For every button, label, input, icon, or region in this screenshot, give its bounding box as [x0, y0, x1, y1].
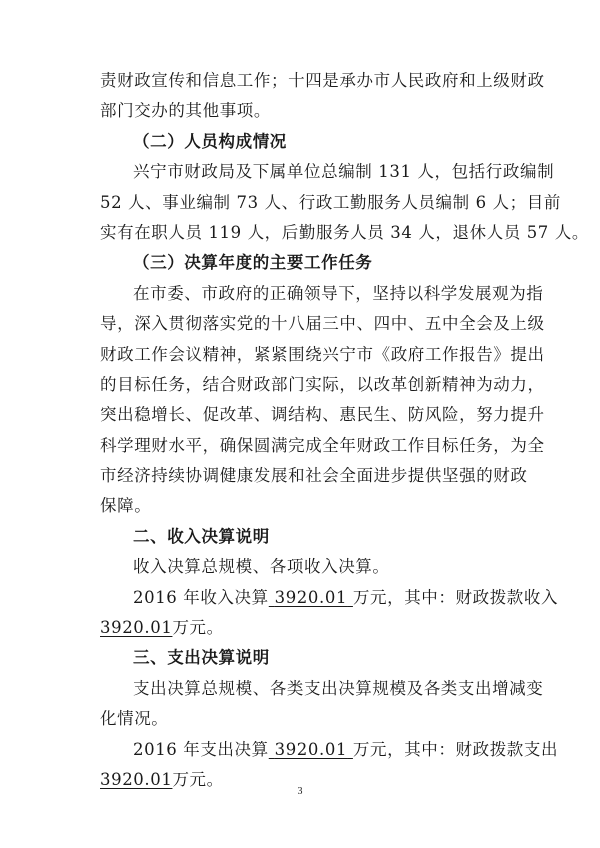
section-heading: （二）人员构成情况: [133, 131, 287, 151]
text-line: 市经济持续协调健康发展和社会全面进步提供坚强的财政: [100, 466, 528, 486]
text-line: 的目标任务，结合财政部门实际，以改革创新精神为动力，: [100, 374, 545, 394]
text-line: 在市委、市政府的正确领导下，坚持以科学发展观为指: [133, 283, 544, 303]
section-heading: 三、支出决算说明: [133, 648, 270, 668]
income-appropriation-value: 3920.01: [100, 618, 173, 638]
expense-total-value: 3920.01: [274, 739, 348, 759]
text-line: 兴宁市财政局及下属单位总编制 131 人，包括行政编制: [133, 162, 555, 182]
page-number: 3: [297, 786, 303, 797]
text-line: 突出稳增长、促改革、调结构、惠民生、防风险，努力提升: [100, 405, 545, 425]
text-line: 保障。: [100, 496, 152, 516]
text-line: 收入决算总规模、各项收入决算。: [133, 557, 390, 577]
text-span: 2016 年收入决算: [133, 587, 269, 607]
text-line: 支出决算总规模、各类支出决算规模及各类支出增减变: [133, 678, 544, 698]
income-total-value: 3920.01: [274, 587, 348, 607]
text-span: 万元。: [172, 769, 224, 789]
text-line: 科学理财水平，确保圆满完成全年财政工作目标任务，为全: [100, 435, 545, 455]
text-line: 52 人、事业编制 73 人、行政工勤服务人员编制 6 人；目前: [100, 192, 561, 212]
text-span: 万元。: [172, 618, 224, 638]
text-line: 部门交办的其他事项。: [100, 101, 271, 121]
expense-summary-line: [100, 735, 559, 765]
text-line: 实有在职人员 119 人，后勤服务人员 34 人，退休人员 57 人。: [100, 222, 589, 242]
text-span: 万元，其中：财政拨款支出: [352, 739, 559, 759]
income-summary-line: [100, 613, 525, 643]
text-line: 责财政宣传和信息工作；十四是承办市人民政府和上级财政: [100, 71, 545, 90]
text-span: 2016 年支出决算: [133, 739, 269, 759]
text-line: 财政工作会议精神，紧紧围绕兴宁市《政府工作报告》提出: [100, 344, 545, 364]
section-heading: 二、收入决算说明: [133, 526, 270, 546]
text-line: 化情况。: [100, 709, 169, 729]
body-text: [100, 66, 589, 795]
income-summary-line: [100, 583, 559, 613]
text-line: 导，深入贯彻落实党的十八届三中、四中、五中全会及上级: [100, 314, 545, 334]
section-heading: （三）决算年度的主要工作任务: [133, 253, 373, 273]
text-span: 万元，其中：财政拨款收入: [352, 587, 559, 607]
expense-appropriation-value: 3920.01: [100, 769, 173, 789]
